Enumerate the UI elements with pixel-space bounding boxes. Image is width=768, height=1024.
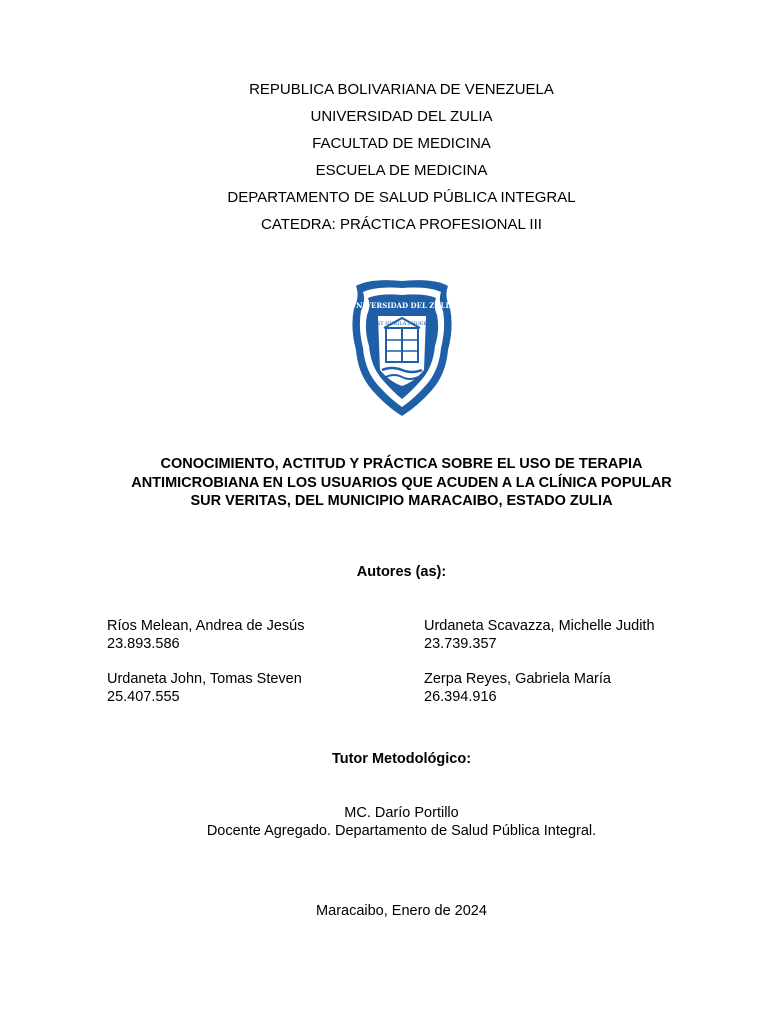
- university-seal-icon: [348, 278, 456, 418]
- tutor-name: MC. Darío Portillo: [344, 805, 459, 821]
- header-chair: CATEDRA: PRÁCTICA PROFESIONAL III: [261, 216, 542, 233]
- author-name: Urdaneta John, Tomas Steven: [107, 671, 302, 687]
- tutor-heading: Tutor Metodológico:: [331, 751, 472, 767]
- author-name: Zerpa Reyes, Gabriela María: [424, 671, 611, 687]
- header-university: UNIVERSIDAD DEL ZULIA: [310, 108, 493, 125]
- author-entry: [424, 670, 611, 706]
- title-line: CONOCIMIENTO, ACTITUD Y PRÁCTICA SOBRE EL USO DE TERAPIA: [160, 456, 643, 472]
- title-line: SUR VERITAS, DEL MUNICIPIO MARACAIBO, ESTADO ZULIA: [190, 493, 613, 509]
- title-line: ANTIMICROBIANA EN LOS USUARIOS QUE ACUDEN A LA CLÍNICA POPULAR: [131, 474, 672, 491]
- author-entry: [107, 670, 302, 706]
- author-id: 26.394.916: [424, 689, 497, 705]
- seal-text-top: UNIVERSIDAD DEL ZULIA: [349, 301, 455, 310]
- author-entry: [424, 617, 655, 653]
- author-entry: [107, 617, 304, 653]
- author-id: 23.893.586: [107, 636, 180, 652]
- header-department: DEPARTAMENTO DE SALUD PÚBLICA INTEGRAL: [227, 189, 576, 206]
- authors-heading: Autores (as):: [356, 564, 447, 580]
- author-id: 23.739.357: [424, 636, 497, 652]
- seal-text-mid: POST NUBILA PHOEBUS: [369, 321, 435, 327]
- header-school: ESCUELA DE MEDICINA: [315, 162, 488, 179]
- author-name: Ríos Melean, Andrea de Jesús: [107, 618, 305, 634]
- document-title: [100, 455, 703, 511]
- header-country: REPUBLICA BOLIVARIANA DE VENEZUELA: [249, 81, 554, 98]
- tutor-role: Docente Agregado. Departamento de Salud Pública Integral.: [206, 823, 597, 839]
- author-id: 25.407.555: [107, 689, 180, 705]
- place-date: Maracaibo, Enero de 2024: [316, 903, 487, 919]
- author-name: Urdaneta Scavazza, Michelle Judith: [424, 618, 655, 634]
- header-faculty: FACULTAD DE MEDICINA: [312, 135, 491, 152]
